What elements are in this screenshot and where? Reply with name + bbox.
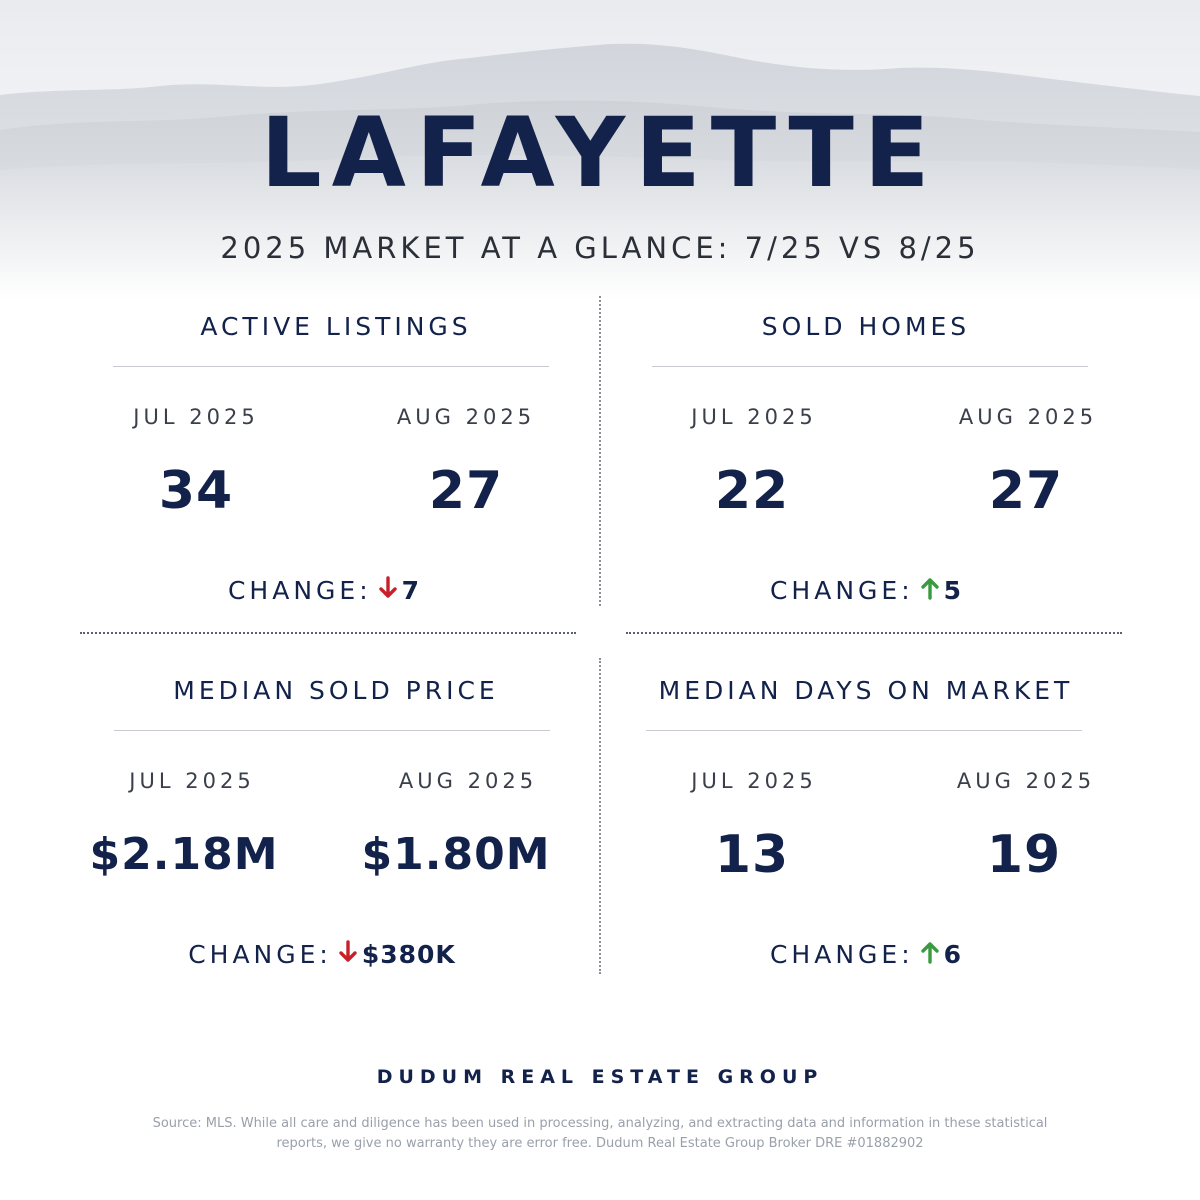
active-listings-panel [86, 310, 586, 610]
jul-value: 34 [158, 461, 234, 521]
panel-title: SOLD HOMES [761, 312, 971, 341]
change-row [616, 938, 1116, 973]
change-row [74, 574, 574, 609]
change-value: 7 [401, 576, 421, 605]
median-days-on-market-panel [616, 674, 1116, 974]
brand-name: DUDUM REAL ESTATE GROUP [376, 1066, 824, 1088]
change-label: CHANGE: [188, 940, 332, 969]
change-row [616, 574, 1116, 609]
page-title: LAFAYETTE [260, 97, 940, 209]
change-value: 5 [943, 576, 963, 605]
aug-label: AUG 2025 [396, 405, 536, 429]
jul-label: JUL 2025 [691, 769, 817, 793]
aug-value: 27 [988, 461, 1064, 521]
median-sold-price-panel [86, 674, 586, 974]
title-underline [646, 730, 1082, 731]
title-underline [114, 730, 550, 731]
aug-label: AUG 2025 [956, 769, 1096, 793]
jul-value: $2.18M [89, 829, 279, 880]
aug-value: 19 [986, 825, 1062, 885]
jul-label: JUL 2025 [129, 769, 255, 793]
jul-label: JUL 2025 [133, 405, 259, 429]
vertical-divider-bottom [599, 658, 601, 974]
page-subtitle: 2025 MARKET AT A GLANCE: 7/25 VS 8/25 [220, 231, 980, 265]
aug-value: $1.80M [361, 829, 551, 880]
arrow-down-icon [378, 575, 398, 609]
aug-label: AUG 2025 [958, 405, 1098, 429]
arrow-down-icon [338, 939, 358, 973]
disclaimer-text: Source: MLS. While all care and diligence has been used in processing, analyzing, and extracting data and information in these statistical reports, we give no warranty they are error free. Dudum Real Estate Group Broker DRE #01882902 [152, 1116, 1048, 1151]
jul-value: 13 [714, 825, 790, 885]
jul-value: 22 [714, 461, 790, 521]
horizontal-divider-left [80, 632, 576, 634]
vertical-divider-top [599, 296, 601, 606]
change-value: 6 [943, 940, 963, 969]
change-label: CHANGE: [769, 940, 914, 969]
aug-label: AUG 2025 [398, 769, 538, 793]
change-label: CHANGE: [769, 576, 914, 605]
title-underline [652, 366, 1088, 367]
arrow-up-icon [920, 939, 940, 973]
sold-homes-panel [616, 310, 1116, 610]
change-row [72, 938, 572, 973]
aug-value: 27 [428, 461, 504, 521]
horizontal-divider-right [626, 632, 1122, 634]
title-underline [113, 366, 549, 367]
jul-label: JUL 2025 [691, 405, 817, 429]
change-value: $380K [361, 940, 456, 969]
arrow-up-icon [920, 575, 940, 609]
panel-title: MEDIAN SOLD PRICE [173, 676, 499, 705]
panel-title: ACTIVE LISTINGS [200, 312, 472, 341]
panel-title: MEDIAN DAYS ON MARKET [658, 676, 1074, 705]
change-label: CHANGE: [227, 576, 372, 605]
